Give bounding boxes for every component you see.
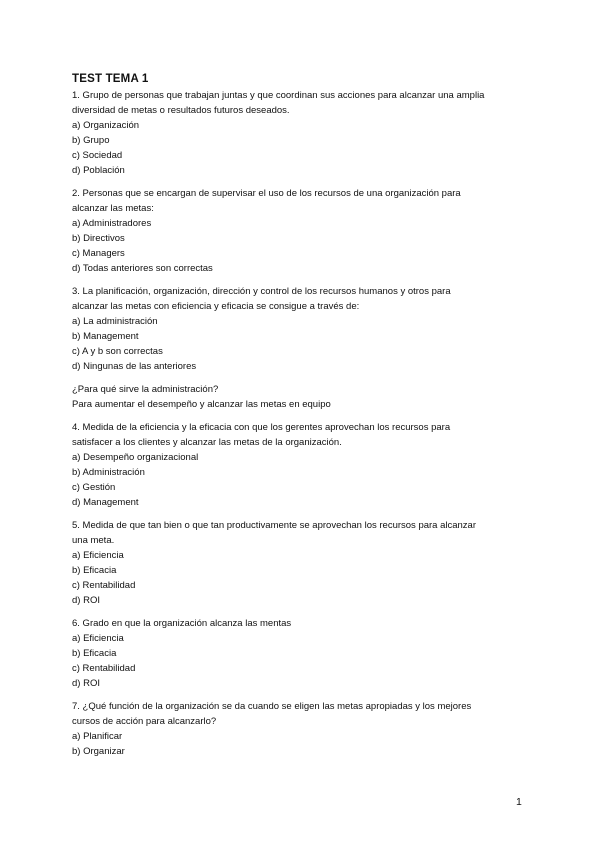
text-line: a) Eficiencia: [72, 550, 124, 561]
text-line: b) Eficacia: [72, 565, 117, 576]
question-block: [72, 420, 532, 510]
text-line: a) Administradores: [72, 218, 152, 229]
text-line: b) Directivos: [72, 233, 125, 244]
text-line: b) Eficacia: [72, 648, 117, 659]
question-block: [72, 699, 532, 759]
text-line: a) Eficiencia: [72, 633, 124, 644]
text-line: 7. ¿Qué función de la organización se da cuando se eligen las metas apropiadas y los mejores: [72, 701, 472, 712]
text-line: una meta.: [72, 535, 115, 546]
question-block: [72, 284, 532, 374]
text-line: b) Administración: [72, 467, 145, 478]
text-line: b) Organizar: [72, 746, 125, 757]
text-line: a) Planificar: [72, 731, 123, 742]
text-line: c) Managers: [72, 248, 125, 259]
question-block: [72, 616, 532, 691]
question-block: [72, 186, 532, 276]
text-line: 2. Personas que se encargan de supervisar el uso de los recursos de una organización para: [72, 188, 461, 199]
page-number: 1: [516, 796, 522, 808]
question-list: [72, 88, 532, 759]
text-line: 5. Medida de que tan bien o que tan productivamente se aprovechan los recursos para alcanzar: [72, 520, 477, 531]
text-line: alcanzar las metas con eficiencia y eficacia se consigue a través de:: [72, 301, 360, 312]
text-line: diversidad de metas o resultados futuros deseados.: [72, 105, 290, 116]
text-line: 4. Medida de la eficiencia y la eficacia con que los gerentes aprovechan los recursos para: [72, 422, 451, 433]
text-line: b) Grupo: [72, 135, 110, 146]
document-body: [72, 71, 532, 759]
question-block: [72, 518, 532, 608]
text-line: ¿Para qué sirve la administración?: [72, 384, 219, 395]
text-line: a) Organización: [72, 120, 140, 131]
text-line: Para aumentar el desempeño y alcanzar las metas en equipo: [72, 399, 331, 410]
text-line: d) Población: [72, 165, 125, 176]
text-line: cursos de acción para alcanzarlo?: [72, 716, 217, 727]
text-line: d) Todas anteriores son correctas: [72, 263, 213, 274]
text-line: 3. La planificación, organización, dirección y control de los recursos humanos y otros para: [72, 286, 451, 297]
text-line: b) Management: [72, 331, 139, 342]
text-line: a) La administración: [72, 316, 158, 327]
text-line: 6. Grado en que la organización alcanza las mentas: [72, 618, 292, 629]
text-line: 1. Grupo de personas que trabajan juntas y que coordinan sus acciones para alcanzar una amplia: [72, 90, 485, 101]
text-line: satisfacer a los clientes y alcanzar las metas de la organización.: [72, 437, 342, 448]
text-line: d) Ningunas de las anteriores: [72, 361, 197, 372]
text-line: alcanzar las metas:: [72, 203, 154, 214]
text-line: c) Gestión: [72, 482, 116, 493]
text-line: d) Management: [72, 497, 139, 508]
text-line: c) Rentabilidad: [72, 663, 136, 674]
text-line: c) Sociedad: [72, 150, 123, 161]
text-line: c) Rentabilidad: [72, 580, 136, 591]
question-block: [72, 382, 532, 412]
text-line: a) Desempeño organizacional: [72, 452, 199, 463]
question-block: [72, 88, 532, 178]
document-title: TEST TEMA 1: [72, 73, 149, 85]
text-line: d) ROI: [72, 678, 100, 689]
text-line: c) A y b son correctas: [72, 346, 163, 357]
text-line: d) ROI: [72, 595, 100, 606]
